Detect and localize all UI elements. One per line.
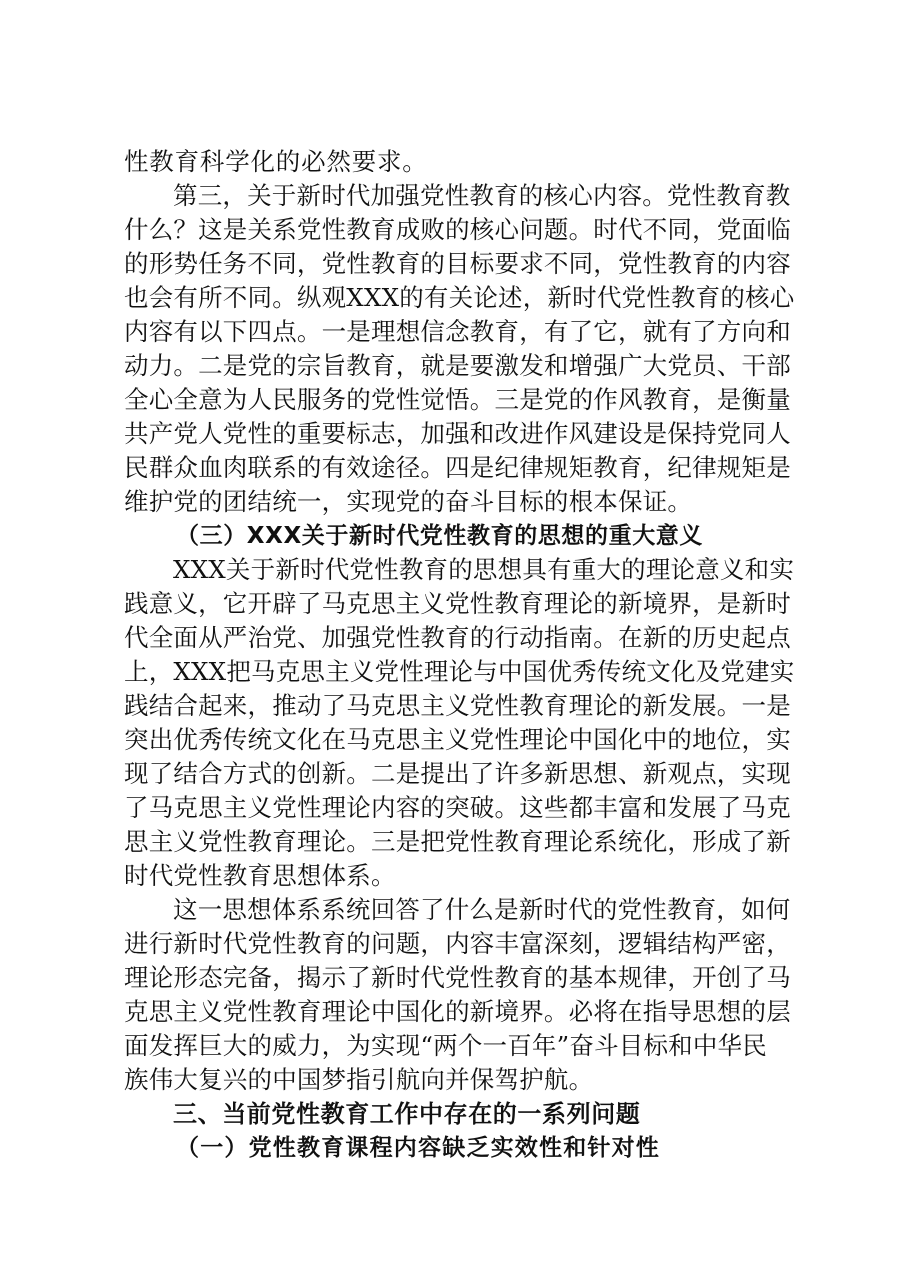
paragraph-line: 代全面从严治党、加强党性教育的行动指南。在新的历史起点 (124, 623, 791, 652)
paragraph-line: XXX关于新时代党性教育的思想具有重大的理论意义和实 (173, 555, 795, 584)
paragraph-line: 了马克思主义党性理论内容的突破。这些都丰富和发展了马克 (124, 793, 791, 822)
paragraph-line: 理论形态完备，揭示了新时代党性教育的基本规律，开创了马 (124, 963, 791, 992)
paragraph-line: 动力。二是党的宗旨教育，就是要激发和增强广大党员、干部 (124, 351, 791, 380)
paragraph-line: 维护党的团结统一，实现党的奋斗目标的根本保证。 (124, 487, 693, 516)
paragraph-line: 民群众血肉联系的有效途径。四是纪律规矩教育，纪律规矩是 (124, 453, 791, 482)
paragraph-line: 时代党性教育思想体系。 (124, 861, 396, 890)
paragraph-line: 思主义党性教育理论。三是把党性教育理论系统化，形成了新 (124, 827, 791, 856)
document-body (124, 145, 798, 1165)
paragraph-line: 性教育科学化的必然要求。 (124, 147, 428, 176)
paragraph-line: 面发挥巨大的威力，为实现“两个一百年”奋斗目标和中华民 (124, 1031, 767, 1060)
section-heading-3: （三）XXX关于新时代党性教育的思想的重大意义 (176, 523, 703, 549)
paragraph-line: 突出优秀传统文化在马克思主义党性理论中国化中的地位，实 (124, 725, 791, 754)
paragraph-line: 族伟大复兴的中国梦指引航向并保驾护航。 (124, 1065, 594, 1094)
paragraph-line: 这一思想体系系统回答了什么是新时代的党性教育，如何 (173, 895, 791, 924)
section-heading-1: （一）党性教育课程内容缺乏实效性和针对性 (176, 1135, 660, 1161)
paragraph-line: 践结合起来，推动了马克思主义党性教育理论的新发展。一是 (124, 691, 791, 720)
paragraph-line: 践意义，它开辟了马克思主义党性教育理论的新境界，是新时 (124, 589, 791, 618)
paragraph-line: 上，XXX把马克思主义党性理论与中国优秀传统文化及党建实 (124, 657, 795, 686)
paragraph-line: 克思主义党性教育理论中国化的新境界。必将在指导思想的层 (124, 997, 791, 1026)
paragraph-line: 共产党人党性的重要标志，加强和改进作风建设是保持党同人 (124, 419, 791, 448)
paragraph-line: 进行新时代党性教育的问题，内容丰富深刻，逻辑结构严密， (124, 929, 791, 958)
chapter-heading-3: 三、当前党性教育工作中存在的一系列问题 (173, 1100, 641, 1128)
paragraph-line: 现了结合方式的创新。二是提出了许多新思想、新观点，实现 (124, 759, 791, 788)
paragraph-line: 内容有以下四点。一是理想信念教育，有了它，就有了方向和 (124, 317, 791, 346)
paragraph-line: 的形势任务不同，党性教育的目标要求不同，党性教育的内容 (124, 249, 791, 278)
paragraph-line: 也会有所不同。纵观XXX的有关论述，新时代党性教育的核心 (124, 283, 795, 312)
paragraph-line: 全心全意为人民服务的党性觉悟。三是党的作风教育，是衡量 (124, 385, 791, 414)
paragraph-line: 第三，关于新时代加强党性教育的核心内容。党性教育教 (173, 181, 791, 210)
paragraph-line: 什么？这是关系党性教育成败的核心问题。时代不同，党面临 (124, 215, 791, 244)
